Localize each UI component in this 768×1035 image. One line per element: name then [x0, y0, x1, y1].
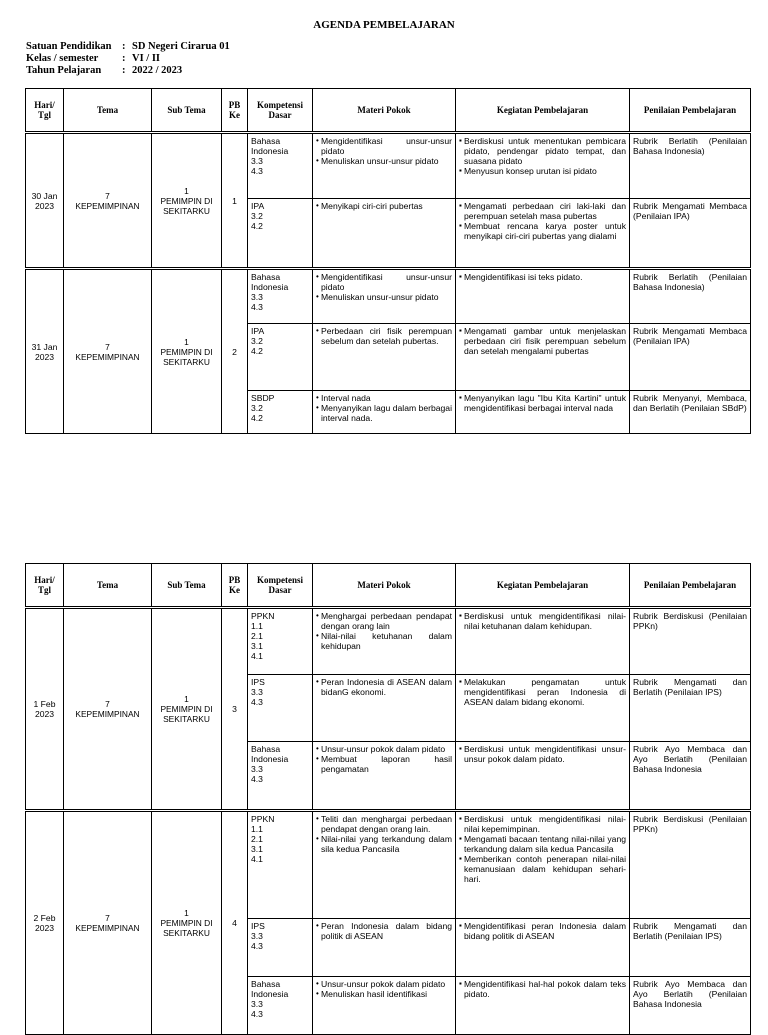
table-body	[26, 608, 751, 1035]
date-cell	[26, 133, 64, 269]
penilaian-text: Rubrik Berlatih (Penilaian Bahasa Indonesia)	[633, 136, 747, 156]
kegiatan-cell	[456, 391, 630, 434]
kd-line: 4.2	[251, 346, 263, 356]
kegiatan-item: ▪ Mengamati perbedaan ciri laki-laki dan perempuan setelah masa pubertas	[459, 201, 626, 221]
kd-line: Bahasa	[251, 136, 281, 146]
materi-item: • Menuliskan hasil identifikasi	[316, 989, 452, 999]
penilaian-text: Rubrik Berdiskusi (Penilaian PPKn)	[633, 611, 747, 631]
penilaian-text: Rubrik Mengamati dan Berlatih (Penilaian IPS)	[633, 677, 747, 697]
kd-line: 4.3	[251, 166, 263, 176]
kd-line: Indonesia	[251, 146, 289, 156]
kegiatan-list	[459, 744, 626, 764]
column-header: Hari/ Tgl	[26, 89, 64, 133]
kd-line: 2.1	[251, 834, 263, 844]
subtema-name: PEMIMPIN DI SEKITARKU	[160, 704, 213, 724]
kegiatan-item: ▪ Menyanyikan lagu "Ibu Kita Kartini" untuk mengidentifikasi berbagai interval nada	[459, 393, 626, 413]
subtema-number: 1	[184, 694, 189, 704]
kd-line: IPS	[251, 677, 265, 687]
materi-list	[316, 393, 452, 423]
date-text: 2 Feb 2023	[33, 913, 56, 933]
date-text: 30 Jan 2023	[31, 190, 58, 211]
materi-item: • Menyikapi ciri-ciri pubertas	[316, 201, 452, 211]
meta-value: SD Negeri Cirarua 01	[132, 41, 230, 52]
materi-cell	[313, 811, 456, 919]
date-text: 1 Feb 2023	[33, 699, 56, 719]
penilaian-text: Rubrik Mengamati Membaca (Penilaian IPA)	[633, 201, 747, 221]
materi-list	[316, 136, 452, 166]
column-header: Tema	[64, 564, 152, 608]
kd-line: 4.2	[251, 413, 263, 423]
kd-line: 3.3	[251, 999, 263, 1009]
subtema-name: PEMIMPIN DI SEKITARKU	[160, 346, 213, 367]
kd-line: PPKN	[251, 611, 275, 621]
kegiatan-item: ▪ Berdiskusi untuk mengidentifikasi unsur-unsur pokok dalam pidato.	[459, 744, 626, 764]
subtema-name: PEMIMPIN DI SEKITARKU	[160, 918, 213, 938]
kegiatan-cell	[456, 269, 630, 324]
document-meta	[26, 41, 230, 77]
table-row	[26, 608, 751, 675]
penilaian-cell	[630, 608, 751, 675]
materi-item: • Nilai-nilai yang terkandung dalam sila kedua Pancasila	[316, 834, 452, 854]
materi-item: • Perbedaan ciri fisik perempuan sebelum dan setelah pubertas.	[316, 326, 452, 346]
kegiatan-cell	[456, 811, 630, 919]
kd-line: 3.2	[251, 403, 263, 413]
tema-cell	[64, 811, 152, 1035]
materi-cell	[313, 133, 456, 199]
date-cell	[26, 269, 64, 434]
kegiatan-list	[459, 814, 626, 884]
header-row	[26, 564, 751, 608]
meta-row-class: Kelas / semester : VI / II	[26, 53, 161, 64]
kompetensi-cell	[248, 133, 313, 199]
column-header: Materi Pokok	[313, 89, 456, 133]
tema-name: KEPEMIMPINAN	[75, 351, 140, 362]
materi-item: • Peran Indonesia dalam bidang politik di ASEAN	[316, 921, 452, 941]
pb-cell	[222, 811, 248, 1035]
kd-line: 3.2	[251, 336, 263, 346]
kompetensi-cell	[248, 742, 313, 811]
kd-line: 3.3	[251, 687, 263, 697]
table-header	[26, 564, 751, 608]
materi-item: • Interval nada	[316, 393, 452, 403]
table-body	[26, 133, 751, 434]
materi-cell	[313, 675, 456, 742]
penilaian-text: Rubrik Berdiskusi (Penilaian PPKn)	[633, 814, 747, 834]
kd-line: 3.1	[251, 844, 263, 854]
penilaian-text: Rubrik Mengamati dan Berlatih (Penilaian IPS)	[633, 921, 747, 941]
kegiatan-item: ▪ Mengidentifikasi hal-hal pokok dalam teks pidato.	[459, 979, 626, 999]
materi-cell	[313, 608, 456, 675]
kd-line: 3.1	[251, 641, 263, 651]
kd-line: Indonesia	[251, 282, 289, 292]
kegiatan-list	[459, 611, 626, 631]
penilaian-text: Rubrik Berlatih (Penilaian Bahasa Indonesia)	[633, 272, 747, 292]
kd-line: Bahasa	[251, 979, 281, 989]
materi-list	[316, 744, 452, 774]
kompetensi-cell	[248, 675, 313, 742]
penilaian-text: Rubrik Ayo Membaca dan Ayo Berlatih (Penilaian Bahasa Indonesia	[633, 744, 747, 774]
materi-cell	[313, 199, 456, 269]
kd-line: 3.2	[251, 211, 263, 221]
kegiatan-list	[459, 272, 626, 282]
agenda-table-2	[25, 563, 751, 1035]
materi-item: • Nilai-nilai ketuhanan dalam kehidupan	[316, 631, 452, 651]
subtema-cell	[152, 269, 222, 434]
penilaian-cell	[630, 811, 751, 919]
subtema-number: 1	[184, 908, 189, 918]
materi-item: • Unsur-unsur pokok dalam pidato	[316, 979, 452, 989]
column-header: Kompetensi Dasar	[248, 89, 313, 133]
kd-line: 4.3	[251, 1009, 263, 1019]
kd-line: Indonesia	[251, 754, 289, 764]
penilaian-text: Rubrik Ayo Membaca dan Ayo Berlatih (Penilaian Bahasa Indonesia	[633, 979, 747, 1009]
kegiatan-list	[459, 979, 626, 999]
pb-number: 1	[232, 195, 237, 206]
penilaian-cell	[630, 269, 751, 324]
meta-value: 2022 / 2023	[132, 65, 183, 76]
document-title: AGENDA PEMBELAJARAN	[313, 19, 455, 31]
penilaian-cell	[630, 199, 751, 269]
pb-cell	[222, 608, 248, 811]
pb-cell	[222, 269, 248, 434]
materi-list	[316, 611, 452, 651]
pb-number: 4	[232, 918, 237, 928]
table-row	[26, 269, 751, 324]
kd-line: IPA	[251, 326, 265, 336]
kd-line: 4.3	[251, 774, 263, 784]
table-row	[26, 811, 751, 919]
tema-number: 7	[105, 699, 110, 709]
materi-list	[316, 921, 452, 941]
penilaian-cell	[630, 742, 751, 811]
date-text: 31 Jan 2023	[31, 341, 58, 362]
kompetensi-cell	[248, 811, 313, 919]
table-header	[26, 89, 751, 133]
kd-line: IPA	[251, 201, 265, 211]
materi-cell	[313, 269, 456, 324]
materi-item: • Mengidentifikasi unsur-unsur pidato	[316, 272, 452, 292]
kompetensi-cell	[248, 608, 313, 675]
meta-row-year: Tahun Pelajaran : 2022 / 2023	[26, 65, 183, 76]
penilaian-cell	[630, 919, 751, 977]
column-header: Penilaian Pembelajaran	[630, 89, 751, 133]
pb-cell	[222, 133, 248, 269]
materi-item: • Menuliskan unsur-unsur pidato	[316, 156, 452, 166]
tema-cell	[64, 608, 152, 811]
kegiatan-item: ▪ Mengamati gambar untuk menjelaskan perbedaan ciri fisik perempuan sebelum dan setelah mengalami pubertas	[459, 326, 626, 356]
kd-line: 2.1	[251, 631, 263, 641]
subtema-cell	[152, 811, 222, 1035]
meta-label: Tahun Pelajaran	[26, 65, 102, 76]
tema-cell	[64, 133, 152, 269]
materi-item: • Teliti dan menghargai perbedaan pendapat dengan orang lain.	[316, 814, 452, 834]
kd-line: 4.1	[251, 854, 263, 864]
kegiatan-list	[459, 201, 626, 241]
penilaian-text: Rubrik Menyanyi, Membaca, dan Berlatih (Penilaian SBdP)	[633, 393, 747, 413]
kegiatan-item: ▪ Menyusun konsep urutan isi pidato	[459, 166, 626, 176]
materi-list	[316, 272, 452, 302]
kd-line: Bahasa	[251, 744, 281, 754]
kegiatan-cell	[456, 133, 630, 199]
pb-number: 3	[232, 704, 237, 714]
kegiatan-cell	[456, 199, 630, 269]
penilaian-cell	[630, 675, 751, 742]
kegiatan-cell	[456, 608, 630, 675]
subtema-cell	[152, 133, 222, 269]
tema-cell	[64, 269, 152, 434]
materi-item: • Unsur-unsur pokok dalam pidato	[316, 744, 452, 754]
penilaian-cell	[630, 977, 751, 1035]
materi-list	[316, 814, 452, 854]
tema-number: 7	[105, 913, 110, 923]
pb-number: 2	[232, 346, 237, 357]
kegiatan-list	[459, 136, 626, 176]
materi-cell	[313, 977, 456, 1035]
meta-label: Kelas / semester	[26, 53, 99, 64]
materi-list	[316, 677, 452, 697]
tema-name: KEPEMIMPINAN	[75, 200, 140, 211]
penilaian-cell	[630, 391, 751, 434]
materi-item: • Mengidentifikasi unsur-unsur pidato	[316, 136, 452, 156]
column-header: Materi Pokok	[313, 564, 456, 608]
subtema-number: 1	[184, 185, 189, 196]
materi-cell	[313, 324, 456, 391]
kompetensi-cell	[248, 977, 313, 1035]
kd-line: 1.1	[251, 621, 263, 631]
agenda-table-1	[25, 88, 751, 434]
kegiatan-list	[459, 326, 626, 356]
column-header: Sub Tema	[152, 564, 222, 608]
meta-value: VI / II	[132, 53, 161, 64]
kegiatan-item: ▪ Melakukan pengamatan untuk mengidentifikasi peran Indonesia di ASEAN dalam bidang ekonomi.	[459, 677, 626, 707]
column-header: Tema	[64, 89, 152, 133]
kegiatan-item: ▪ Memberikan contoh penerapan nilai-nilai kemanusiaan dalam kehidupan sehari-hari.	[459, 854, 626, 884]
penilaian-cell	[630, 324, 751, 391]
kd-line: 4.2	[251, 221, 263, 231]
subtema-cell	[152, 608, 222, 811]
penilaian-cell	[630, 133, 751, 199]
kd-line: Bahasa	[251, 272, 281, 282]
materi-item: • Menyanyikan lagu dalam berbagai interval nada.	[316, 403, 452, 423]
materi-cell	[313, 919, 456, 977]
column-header: Sub Tema	[152, 89, 222, 133]
meta-row-school: Satuan Pendidikan : SD Negeri Cirarua 01	[26, 41, 230, 52]
kd-line: 3.3	[251, 156, 263, 166]
column-header: Kegiatan Pembelajaran	[456, 89, 630, 133]
column-header: Hari/ Tgl	[26, 564, 64, 608]
kd-line: Indonesia	[251, 989, 289, 999]
kegiatan-cell	[456, 977, 630, 1035]
kompetensi-cell	[248, 919, 313, 977]
kd-line: 4.3	[251, 941, 263, 951]
kegiatan-cell	[456, 742, 630, 811]
kd-line: 3.3	[251, 764, 263, 774]
kegiatan-item: ▪ Mengidentifikasi isi teks pidato.	[459, 272, 626, 282]
kegiatan-cell	[456, 675, 630, 742]
column-header: PB Ke	[222, 564, 248, 608]
kegiatan-list	[459, 677, 626, 707]
kegiatan-item: ▪ Berdiskusi untuk menentukan pembicara pidato, pendengar pidato tempat, dan suasana pidato	[459, 136, 626, 166]
kd-line: IPS	[251, 921, 265, 931]
tema-name: KEPEMIMPINAN	[75, 923, 140, 933]
kd-line: 1.1	[251, 824, 263, 834]
kd-line: 4.3	[251, 697, 263, 707]
column-header: Kompetensi Dasar	[248, 564, 313, 608]
kompetensi-cell	[248, 391, 313, 434]
subtema-number: 1	[184, 336, 189, 347]
kegiatan-item: ▪ Membuat rencana karya poster untuk menyikapi ciri-ciri pubertas yang dialami	[459, 221, 626, 241]
kd-line: 4.1	[251, 651, 263, 661]
date-cell	[26, 608, 64, 811]
penilaian-text: Rubrik Mengamati Membaca (Penilaian IPA)	[633, 326, 747, 346]
header-row	[26, 89, 751, 133]
materi-item: • Peran Indonesia di ASEAN dalam bidanG ekonomi.	[316, 677, 452, 697]
table-row	[26, 133, 751, 199]
kompetensi-cell	[248, 324, 313, 391]
kd-line: SBDP	[251, 393, 275, 403]
date-cell	[26, 811, 64, 1035]
materi-list	[316, 979, 452, 999]
tema-number: 7	[105, 341, 110, 352]
kd-line: 3.3	[251, 292, 263, 302]
materi-cell	[313, 391, 456, 434]
kegiatan-list	[459, 921, 626, 941]
tema-name: KEPEMIMPINAN	[75, 709, 140, 719]
meta-label: Satuan Pendidikan	[26, 41, 112, 52]
kegiatan-item: ▪ Mengidentifikasi peran Indonesia dalam bidang politik di ASEAN	[459, 921, 626, 941]
kegiatan-item: ▪ Berdiskusi untuk mengidentifikasi nilai-nilai ketuhanan dalam kehidupan.	[459, 611, 626, 631]
kd-line: 3.3	[251, 931, 263, 941]
materi-item: • Menghargai perbedaan pendapat dengan orang lain	[316, 611, 452, 631]
kompetensi-cell	[248, 199, 313, 269]
materi-list	[316, 201, 452, 211]
kegiatan-item: ▪ Mengamati bacaan tentang nilai-nilai yang terkandung dalam sila kedua Pancasila	[459, 834, 626, 854]
subtema-name: PEMIMPIN DI SEKITARKU	[160, 195, 213, 216]
materi-item: • Menuliskan unsur-unsur pidato	[316, 292, 452, 302]
kd-line: 4.3	[251, 302, 263, 312]
materi-cell	[313, 742, 456, 811]
kompetensi-cell	[248, 269, 313, 324]
column-header: Kegiatan Pembelajaran	[456, 564, 630, 608]
kd-line: PPKN	[251, 814, 275, 824]
column-header: Penilaian Pembelajaran	[630, 564, 751, 608]
column-header: PB Ke	[222, 89, 248, 133]
kegiatan-list	[459, 393, 626, 413]
materi-item: • Membuat laporan hasil pengamatan	[316, 754, 452, 774]
kegiatan-cell	[456, 919, 630, 977]
tema-number: 7	[105, 190, 110, 201]
kegiatan-item: ▪ Berdiskusi untuk mengidentifikasi nilai-nilai kepemimpinan.	[459, 814, 626, 834]
kegiatan-cell	[456, 324, 630, 391]
materi-list	[316, 326, 452, 346]
